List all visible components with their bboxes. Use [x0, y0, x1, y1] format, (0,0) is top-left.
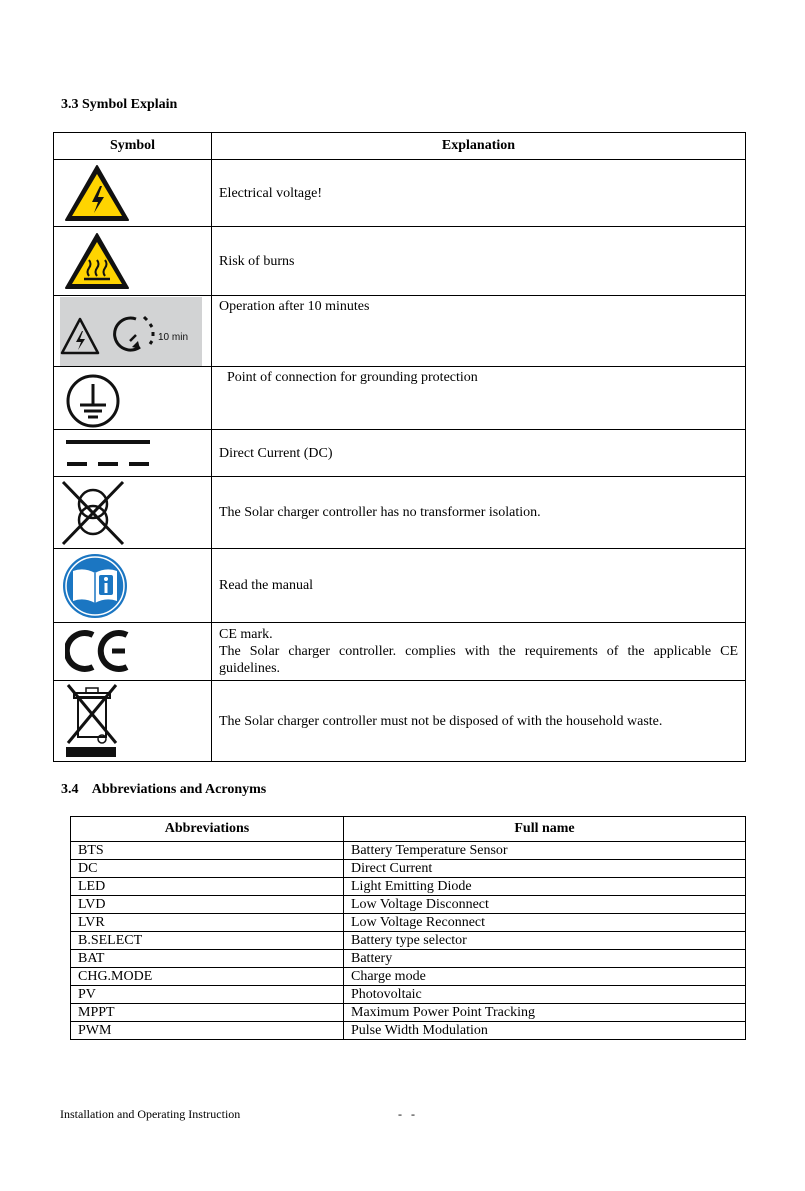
abbr-cell: DC — [71, 860, 344, 878]
ce-mark-icon — [65, 629, 131, 673]
full-name-cell: Battery type selector — [344, 932, 746, 950]
table-row — [54, 430, 746, 477]
explanation-text: Direct Current (DC) — [212, 430, 746, 477]
abbr-cell: BAT — [71, 950, 344, 968]
symbols-table-header — [54, 133, 746, 160]
full-name-cell: Battery — [344, 950, 746, 968]
symbols-table — [53, 132, 746, 762]
full-name-cell: Pulse Width Modulation — [344, 1022, 746, 1040]
table-row — [54, 296, 746, 367]
explanation-text: Risk of burns — [212, 227, 746, 296]
read-manual-icon — [62, 553, 128, 619]
abbr-cell: CHG.MODE — [71, 968, 344, 986]
section-heading-abbreviations: 3.4 Abbreviations and Acronyms — [61, 782, 267, 797]
table-row — [54, 549, 746, 623]
table-row — [54, 367, 746, 430]
header-abbreviations: Abbreviations — [71, 817, 344, 842]
abbr-cell: PWM — [71, 1022, 344, 1040]
full-name-cell: Direct Current — [344, 860, 746, 878]
header-symbol: Symbol — [54, 133, 212, 160]
footer-page-number: - - — [398, 1107, 415, 1121]
full-name-cell: Photovoltaic — [344, 986, 746, 1004]
full-name-cell: Maximum Power Point Tracking — [344, 1004, 746, 1022]
explanation-text: Electrical voltage! — [212, 160, 746, 227]
table-row — [71, 842, 746, 860]
table-row — [71, 932, 746, 950]
weee-crossed-bin-icon — [64, 683, 120, 759]
header-explanation: Explanation — [212, 133, 746, 160]
abbr-cell: B.SELECT — [71, 932, 344, 950]
table-row — [71, 986, 746, 1004]
full-name-cell: Charge mode — [344, 968, 746, 986]
table-row — [54, 623, 746, 681]
table-row — [71, 914, 746, 932]
abbreviations-table-header — [71, 817, 746, 842]
table-row — [54, 477, 746, 549]
table-row — [54, 227, 746, 296]
abbr-cell: BTS — [71, 842, 344, 860]
electrical-voltage-warning-icon — [64, 164, 130, 222]
wait-10-minutes-icon — [60, 297, 202, 366]
table-row — [71, 950, 746, 968]
full-name-cell: Low Voltage Reconnect — [344, 914, 746, 932]
table-row — [71, 1004, 746, 1022]
table-row — [71, 896, 746, 914]
table-row — [71, 860, 746, 878]
protective-earth-ground-icon — [65, 373, 121, 429]
abbreviations-table — [70, 816, 746, 1040]
hot-surface-warning-icon — [64, 232, 130, 290]
explanation-text: Operation after 10 minutes — [212, 296, 746, 367]
abbr-cell: LVR — [71, 914, 344, 932]
section-heading-symbols: 3.3 Symbol Explain — [61, 97, 178, 112]
table-row — [71, 1022, 746, 1040]
abbr-cell: PV — [71, 986, 344, 1004]
full-name-cell: Low Voltage Disconnect — [344, 896, 746, 914]
footer-title: Installation and Operating Instruction — [60, 1107, 241, 1121]
table-row — [54, 160, 746, 227]
table-row — [71, 968, 746, 986]
abbr-cell: MPPT — [71, 1004, 344, 1022]
explanation-title: CE mark. — [219, 627, 273, 642]
direct-current-icon — [66, 439, 150, 469]
wait-icon-label: 10 min — [158, 332, 189, 343]
table-row — [71, 878, 746, 896]
header-full-name: Full name — [344, 817, 746, 842]
table-row — [54, 681, 746, 762]
abbr-cell: LVD — [71, 896, 344, 914]
full-name-cell: Light Emitting Diode — [344, 878, 746, 896]
abbr-cell: LED — [71, 878, 344, 896]
explanation-text: The Solar charger controller. complies with the requirements of the applicable CE guidelines. — [219, 644, 738, 676]
full-name-cell: Battery Temperature Sensor — [344, 842, 746, 860]
explanation-text: The Solar charger controller has no transformer isolation. — [212, 477, 746, 549]
explanation-text: The Solar charger controller must not be disposed of with the household waste. — [212, 681, 746, 762]
explanation-text: Read the manual — [212, 549, 746, 623]
explanation-text: Point of connection for grounding protection — [212, 367, 746, 430]
no-transformer-icon — [59, 480, 127, 546]
